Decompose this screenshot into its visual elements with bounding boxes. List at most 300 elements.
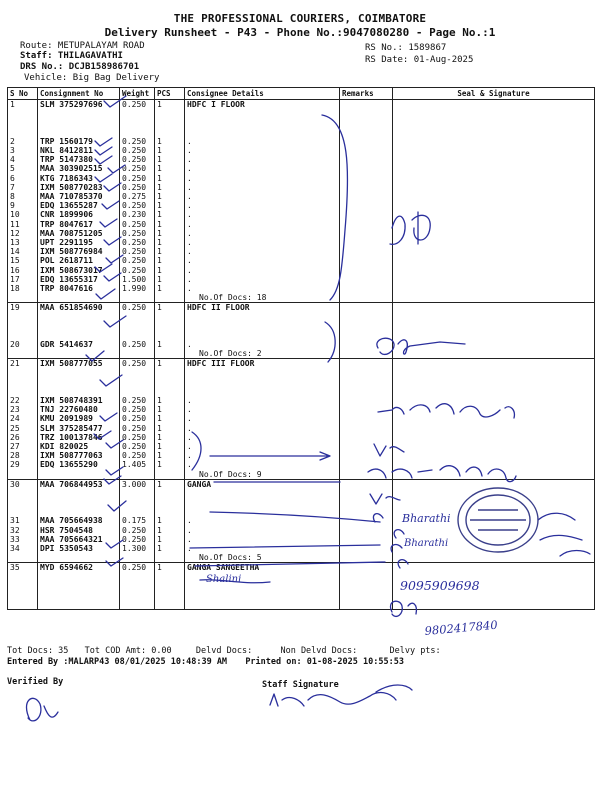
cell-seal [393, 128, 595, 137]
staff: Staff: THILAGAVATHI [20, 51, 123, 61]
cell-sno: 32 [8, 526, 38, 535]
cell-remarks [340, 442, 393, 451]
cell-remarks [340, 100, 393, 110]
cell-pcs [155, 600, 185, 610]
cell-consignment: MAA 303902515 [38, 164, 120, 173]
cell-pcs [155, 507, 185, 516]
cell-sno [8, 368, 38, 377]
cell-seal [393, 238, 595, 247]
cell-pcs: 1 [155, 256, 185, 265]
cell-pcs: 1 [155, 229, 185, 238]
table-row [8, 275, 595, 284]
cell-seal [393, 201, 595, 210]
cell-sno: 10 [8, 210, 38, 219]
cell-weight [120, 331, 155, 340]
cell-seal [393, 378, 595, 387]
cell-consignee: GANGA SANGEETHA [185, 563, 340, 573]
cell-seal [393, 183, 595, 192]
cell-weight: 0.250 [120, 183, 155, 192]
cell-consignee: No.Of Docs: 2 [185, 349, 340, 359]
cell-pcs [155, 591, 185, 600]
table-row [8, 442, 595, 451]
cell-seal [393, 442, 595, 451]
docs-count-row [8, 349, 595, 359]
cell-sno [8, 349, 38, 359]
cell-weight: 0.250 [120, 146, 155, 155]
cell-sno: 19 [8, 303, 38, 313]
cell-pcs: 1 [155, 451, 185, 460]
cell-consignee [185, 128, 340, 137]
cell-weight [120, 387, 155, 396]
cell-sno [8, 322, 38, 331]
cell-weight [120, 507, 155, 516]
cell-pcs: 1 [155, 414, 185, 423]
cell-weight: 0.250 [120, 396, 155, 405]
cell-remarks [340, 424, 393, 433]
cell-remarks [340, 433, 393, 442]
table-row [8, 387, 595, 396]
cell-consignment: HSR 7504548 [38, 526, 120, 535]
cell-remarks [340, 479, 393, 489]
totals-line [7, 646, 441, 656]
tot-cod: Tot COD Amt: 0.00 [84, 646, 172, 656]
cell-weight: 0.250 [120, 405, 155, 414]
cell-pcs [155, 489, 185, 498]
cell-consignee [185, 387, 340, 396]
col-consignee: Consignee Details [185, 88, 340, 100]
table-row [8, 396, 595, 405]
cell-remarks [340, 516, 393, 525]
cell-consignment [38, 118, 120, 127]
cell-consignment: CNR 1899906 [38, 210, 120, 219]
cell-consignment: MAA 705664938 [38, 516, 120, 525]
col-remarks: Remarks [340, 88, 393, 100]
cell-seal [393, 563, 595, 573]
cell-weight [120, 498, 155, 507]
cell-sno [8, 118, 38, 127]
cell-pcs: 1 [155, 201, 185, 210]
company-name: THE PROFESSIONAL COURIERS, COIMBATORE [173, 12, 427, 25]
cell-weight: 1.990 [120, 284, 155, 293]
table-row [8, 460, 595, 469]
cell-remarks [340, 387, 393, 396]
table-row [8, 155, 595, 164]
cell-sno: 25 [8, 424, 38, 433]
cell-remarks [340, 535, 393, 544]
cell-pcs: 1 [155, 516, 185, 525]
cell-weight: 1.500 [120, 275, 155, 284]
cell-remarks [340, 293, 393, 303]
cell-weight: 0.250 [120, 137, 155, 146]
cell-consignment [38, 331, 120, 340]
cell-consignment: TNJ 22760480 [38, 405, 120, 414]
cell-consignment [38, 387, 120, 396]
cell-seal [393, 414, 595, 423]
cell-pcs [155, 582, 185, 591]
col-pcs: PCS [155, 88, 185, 100]
cell-consignee: . [185, 210, 340, 219]
cell-remarks [340, 600, 393, 610]
cell-sno: 13 [8, 238, 38, 247]
cell-pcs: 1 [155, 266, 185, 275]
cell-weight [120, 312, 155, 321]
cell-remarks [340, 405, 393, 414]
cell-seal [393, 572, 595, 581]
cell-seal [393, 600, 595, 610]
cell-pcs: 1 [155, 174, 185, 183]
cell-seal [393, 535, 595, 544]
cell-consignee [185, 507, 340, 516]
cell-seal [393, 544, 595, 553]
cell-consignee: . [185, 247, 340, 256]
cell-remarks [340, 312, 393, 321]
cell-seal [393, 312, 595, 321]
cell-consignment: IXM 508770283 [38, 183, 120, 192]
cell-weight: 1.300 [120, 544, 155, 553]
cell-weight: 3.000 [120, 479, 155, 489]
cell-consignment: DPI 5350543 [38, 544, 120, 553]
cell-consignment: TRP 5147380 [38, 155, 120, 164]
cell-remarks [340, 414, 393, 423]
table-row [8, 146, 595, 155]
verified-by-label: Verified By [7, 677, 64, 687]
cell-seal [393, 340, 595, 349]
cell-weight: 0.250 [120, 155, 155, 164]
cell-consignee: HDFC II FLOOR [185, 303, 340, 313]
cell-remarks [340, 109, 393, 118]
cell-consignee [185, 600, 340, 610]
cell-remarks [340, 460, 393, 469]
cell-remarks [340, 284, 393, 293]
cell-consignee: . [185, 340, 340, 349]
cell-seal [393, 396, 595, 405]
delvy-pts: Delvy pts: [389, 646, 441, 656]
cell-seal [393, 424, 595, 433]
cell-consignment: IXM 508748391 [38, 396, 120, 405]
cell-seal [393, 470, 595, 480]
table-row [8, 479, 595, 489]
cell-consignee: . [185, 544, 340, 553]
cell-pcs: 1 [155, 460, 185, 469]
cell-consignee [185, 591, 340, 600]
cell-consignee: HDFC I FLOOR [185, 100, 340, 110]
cell-pcs: 1 [155, 563, 185, 573]
cell-remarks [340, 128, 393, 137]
delvd-docs: Delvd Docs: [195, 646, 253, 656]
cell-weight: 0.250 [120, 433, 155, 442]
cell-sno: 15 [8, 256, 38, 265]
table-row [8, 498, 595, 507]
cell-remarks [340, 368, 393, 377]
cell-sno [8, 572, 38, 581]
cell-consignment: TRP 8047616 [38, 284, 120, 293]
cell-sno [8, 109, 38, 118]
cell-sno: 4 [8, 155, 38, 164]
cell-sno [8, 387, 38, 396]
hw-phone-2: 9802417840 [424, 617, 499, 638]
cell-consignee: . [185, 396, 340, 405]
cell-pcs [155, 331, 185, 340]
cell-remarks [340, 378, 393, 387]
cell-consignment [38, 368, 120, 377]
table-row [8, 359, 595, 369]
cell-weight [120, 582, 155, 591]
cell-sno [8, 489, 38, 498]
cell-sno [8, 378, 38, 387]
table-row [8, 312, 595, 321]
cell-pcs: 1 [155, 535, 185, 544]
hw-phone-1: 9095909698 [400, 578, 480, 593]
cell-sno: 11 [8, 220, 38, 229]
cell-sno: 17 [8, 275, 38, 284]
cell-pcs [155, 128, 185, 137]
hw-bharathi-1: Bharathi [402, 512, 451, 525]
cell-weight: 0.250 [120, 563, 155, 573]
cell-consignee: . [185, 220, 340, 229]
table-row [8, 340, 595, 349]
cell-pcs [155, 368, 185, 377]
cell-consignment: UPT 2291195 [38, 238, 120, 247]
cell-seal [393, 553, 595, 563]
cell-consignment [38, 489, 120, 498]
cell-consignment: KMU 2091989 [38, 414, 120, 423]
cell-remarks [340, 396, 393, 405]
cell-remarks [340, 155, 393, 164]
cell-consignment [38, 591, 120, 600]
table-row [8, 433, 595, 442]
table-row [8, 266, 595, 275]
cell-seal [393, 284, 595, 293]
cell-consignment: MAA 710785370 [38, 192, 120, 201]
cell-pcs: 1 [155, 284, 185, 293]
cell-weight: 0.250 [120, 164, 155, 173]
cell-pcs: 1 [155, 183, 185, 192]
cell-consignee [185, 118, 340, 127]
cell-sno [8, 312, 38, 321]
hw-bharathi-2: Bharathi [404, 538, 449, 549]
cell-consignee: No.Of Docs: 18 [185, 293, 340, 303]
cell-weight: 0.250 [120, 359, 155, 369]
cell-remarks [340, 146, 393, 155]
table-row [8, 516, 595, 525]
cell-consignee: . [185, 451, 340, 460]
cell-weight: 0.250 [120, 201, 155, 210]
cell-weight [120, 591, 155, 600]
cell-consignee: . [185, 256, 340, 265]
cell-weight: 0.250 [120, 340, 155, 349]
table-row [8, 247, 595, 256]
cell-weight: 0.250 [120, 303, 155, 313]
staff-signature-label: Staff Signature [262, 680, 339, 690]
docs-count-row [8, 470, 595, 480]
table-row [8, 331, 595, 340]
cell-seal [393, 433, 595, 442]
cell-weight: 0.250 [120, 266, 155, 275]
col-seal-signature: Seal & Signature [393, 88, 595, 100]
cell-pcs [155, 349, 185, 359]
cell-remarks [340, 201, 393, 210]
cell-remarks [340, 137, 393, 146]
table-row [8, 220, 595, 229]
col-weight: Weight [120, 88, 155, 100]
cell-pcs: 1 [155, 359, 185, 369]
table-row [8, 100, 595, 110]
cell-consignment: IXM 508776984 [38, 247, 120, 256]
cell-consignment [38, 128, 120, 137]
cell-weight: 0.250 [120, 442, 155, 451]
cell-weight [120, 600, 155, 610]
table-row [8, 526, 595, 535]
cell-sno: 22 [8, 396, 38, 405]
table-row [8, 183, 595, 192]
cell-weight: 0.230 [120, 210, 155, 219]
cell-remarks [340, 572, 393, 581]
cell-weight: 0.250 [120, 414, 155, 423]
cell-sno: 6 [8, 174, 38, 183]
table-row [8, 563, 595, 573]
cell-consignment [38, 349, 120, 359]
cell-seal [393, 266, 595, 275]
cell-weight [120, 118, 155, 127]
cell-weight [120, 349, 155, 359]
cell-consignee: . [185, 192, 340, 201]
cell-consignee: . [185, 238, 340, 247]
table-row [8, 256, 595, 265]
cell-weight [120, 470, 155, 480]
cell-seal [393, 164, 595, 173]
cell-sno [8, 600, 38, 610]
vehicle: Vehicle: Big Bag Delivery [24, 73, 160, 83]
cell-pcs: 1 [155, 526, 185, 535]
cell-seal [393, 256, 595, 265]
cell-weight [120, 368, 155, 377]
cell-consignee: . [185, 516, 340, 525]
cell-sno: 2 [8, 137, 38, 146]
cell-pcs [155, 109, 185, 118]
cell-consignee: . [185, 229, 340, 238]
cell-sno: 26 [8, 433, 38, 442]
cell-consignee: . [185, 201, 340, 210]
cell-pcs: 1 [155, 275, 185, 284]
non-delvd-docs: Non Delvd Docs: [280, 646, 358, 656]
cell-sno [8, 293, 38, 303]
cell-sno [8, 553, 38, 563]
cell-seal [393, 498, 595, 507]
cell-weight: 0.250 [120, 220, 155, 229]
cell-weight: 0.250 [120, 174, 155, 183]
cell-weight [120, 128, 155, 137]
cell-remarks [340, 256, 393, 265]
cell-remarks [340, 303, 393, 313]
table-header [8, 88, 595, 100]
cell-pcs: 1 [155, 100, 185, 110]
table-row [8, 405, 595, 414]
cell-consignment: IXM 508777055 [38, 359, 120, 369]
cell-sno: 24 [8, 414, 38, 423]
cell-consignee: . [185, 535, 340, 544]
cell-consignment: EDQ 13655317 [38, 275, 120, 284]
table-row [8, 284, 595, 293]
cell-seal [393, 210, 595, 219]
cell-consignment [38, 293, 120, 303]
cell-sno [8, 331, 38, 340]
cell-remarks [340, 340, 393, 349]
cell-weight: 0.250 [120, 535, 155, 544]
cell-sno: 18 [8, 284, 38, 293]
cell-remarks [340, 192, 393, 201]
cell-seal [393, 405, 595, 414]
col-consignment: Consignment No [38, 88, 120, 100]
cell-consignment: EDQ 13655287 [38, 201, 120, 210]
cell-pcs [155, 572, 185, 581]
cell-consignment: TRP 8047617 [38, 220, 120, 229]
cell-consignment: NKL 8412811 [38, 146, 120, 155]
cell-sno: 9 [8, 201, 38, 210]
table-row [8, 451, 595, 460]
cell-consignee: . [185, 174, 340, 183]
cell-consignment [38, 322, 120, 331]
cell-sno: 8 [8, 192, 38, 201]
hw-shalini: Shalini [206, 574, 242, 585]
cell-pcs [155, 322, 185, 331]
cell-remarks [340, 498, 393, 507]
cell-seal [393, 582, 595, 591]
delivery-table [7, 87, 595, 610]
cell-seal [393, 591, 595, 600]
cell-seal [393, 349, 595, 359]
cell-pcs: 1 [155, 220, 185, 229]
cell-weight [120, 322, 155, 331]
cell-remarks [340, 118, 393, 127]
cell-sno: 5 [8, 164, 38, 173]
table-row [8, 544, 595, 553]
cell-weight: 0.275 [120, 192, 155, 201]
cell-consignment: SLM 375297696 [38, 100, 120, 110]
cell-weight: 0.250 [120, 229, 155, 238]
cell-sno: 1 [8, 100, 38, 110]
cell-pcs [155, 498, 185, 507]
cell-remarks [340, 582, 393, 591]
cell-weight: 0.250 [120, 100, 155, 110]
cell-pcs: 1 [155, 340, 185, 349]
cell-seal [393, 387, 595, 396]
cell-consignee: . [185, 155, 340, 164]
cell-pcs: 1 [155, 405, 185, 414]
cell-consignment [38, 600, 120, 610]
table-row [8, 489, 595, 498]
cell-seal [393, 526, 595, 535]
cell-sno: 16 [8, 266, 38, 275]
table-row [8, 174, 595, 183]
cell-pcs: 1 [155, 247, 185, 256]
cell-remarks [340, 507, 393, 516]
table-row [8, 137, 595, 146]
cell-seal [393, 303, 595, 313]
rs-number: RS No.: 1589867 [365, 43, 447, 53]
cell-pcs: 1 [155, 192, 185, 201]
cell-sno: 29 [8, 460, 38, 469]
cell-weight: 1.405 [120, 460, 155, 469]
cell-consignee [185, 489, 340, 498]
cell-consignee [185, 582, 340, 591]
cell-sno: 33 [8, 535, 38, 544]
cell-remarks [340, 349, 393, 359]
cell-weight [120, 293, 155, 303]
runsheet-title: Delivery Runsheet - P43 - Phone No.:9047080280 - Page No.:1 [104, 26, 496, 39]
cell-pcs: 1 [155, 146, 185, 155]
cell-consignee: . [185, 146, 340, 155]
cell-pcs [155, 312, 185, 321]
